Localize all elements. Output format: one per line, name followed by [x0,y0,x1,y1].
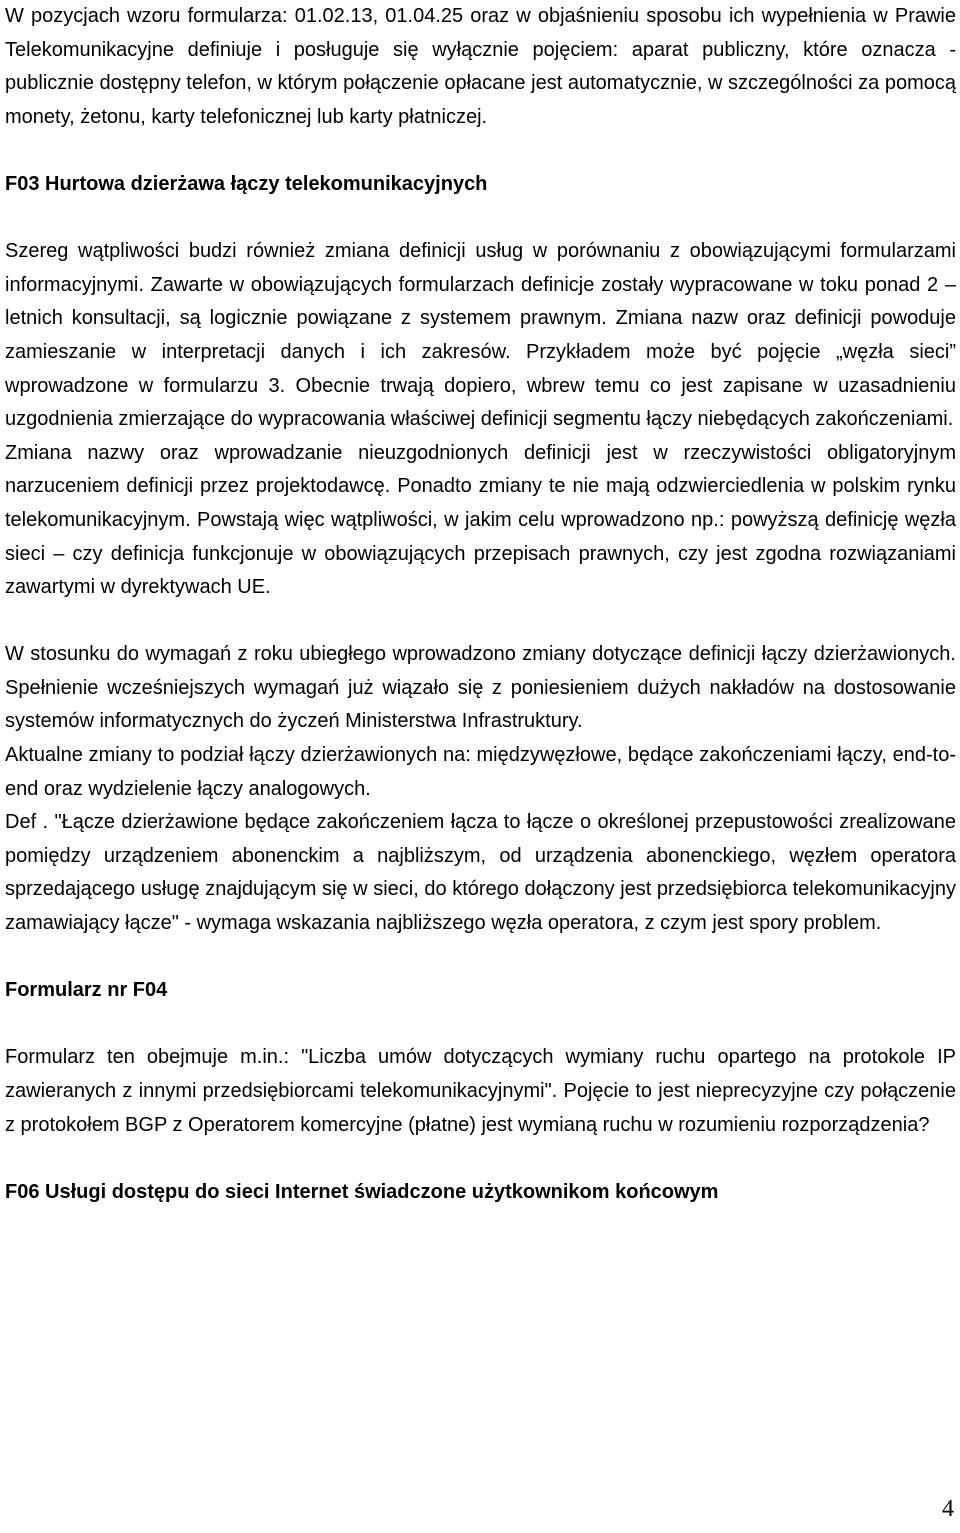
heading-f03: F03 Hurtowa dzierżawa łączy telekomunikacyjnych [5,172,488,195]
spacer [5,1142,956,1176]
paragraph-f03-1: Szereg wątpliwości budzi również zmiana definicji usług w porównaniu z obowiązującymi formularzami informacyjnymi. Zawarte w obowiązujących formularzach definicje zostały wypracowane w toku ponad 2 – letnich konsultacji, są logicznie powiązane z systemem prawnym. Zmiana nazw oraz definicji powoduje zamieszanie w interpretacji danych i ich zakresów. Przykładem może być pojęcie „węzła sieci” wprowadzone w formularzu 3. Obecnie trwają dopiero, wbrew temu co jest zapisane w uzasadnieniu uzgodnienia zmierzające do wypracowania właściwej definicji segmentu łączy niebędących zakończeniami. [5,240,956,431]
paragraph-f03-5: Def . "Łącze dzierżawione będące zakończeniem łącza to łącze o określonej przepustowości zrealizowane pomiędzy urządzeniem abonenckim a najbliższym, od urządzenia abonenckiego, węzłem operatora sprzedającego usługę znajdującym się w sieci, do którego dołączony jest przedsiębiorca telekomunikacyjny zamawiający łącze" - wymaga wskazania najbliższego węzła operatora, z czym jest spory problem. [5,811,956,935]
spacer [5,202,956,236]
spacer [5,134,956,168]
heading-f04: Formularz nr F04 [5,979,168,1002]
document-page [5,0,956,1209]
spacer [5,1008,956,1042]
paragraph-f03-2: Zmiana nazwy oraz wprowadzanie nieuzgodnionych definicji jest w rzeczywistości obligatoryjnym narzuceniem definicji przez projektodawcę. Ponadto zmiany te nie mają odzwierciedlenia w polskim rynku telekomunikacyjnym. Powstają więc wątpliwości, w jakim celu wprowadzono np.: powyższą definicję węzła sieci – czy definicja funkcjonuje w obowiązujących przepisach prawnych, czy jest zgodna rozwiązaniami zawartymi w dyrektywach UE. [5,441,956,599]
paragraph-f03-4: Aktualne zmiany to podział łączy dzierżawionych na: międzywęzłowe, będące zakończeniami łączy, end-to-end oraz wydzielenie łączy analogowych. [5,744,956,800]
page-number: 4 [942,1496,954,1522]
heading-f06: F06 Usługi dostępu do sieci Internet świadczone użytkownikom końcowym [5,1180,719,1203]
paragraph-intro: W pozycjach wzoru formularza: 01.02.13, 01.04.25 oraz w objaśnieniu sposobu ich wypełnienia w Prawie Telekomunikacyjne definiuje i posługuje się wyłącznie pojęciem: aparat publiczny, które oznacza - publicznie dostępny telefon, w którym połączenie opłacane jest automatycznie, w szczególności za pomocą monety, żetonu, karty telefonicznej lub karty płatniczej. [5,5,956,128]
paragraph-f04-1: Formularz ten obejmuje m.in.: "Liczba umów dotyczących wymiany ruchu opartego na protokole IP zawieranych z innymi przedsiębiorcami telekomunikacyjnymi". Pojęcie to jest nieprecyzyjne czy połączenie z protokołem BGP z Operatorem komercyjne (płatne) jest wymianą ruchu w rozumieniu rozporządzenia? [5,1046,956,1136]
spacer [5,941,956,975]
paragraph-f03-3: W stosunku do wymagań z roku ubiegłego wprowadzono zmiany dotyczące definicji łączy dzierżawionych. Spełnienie wcześniejszych wymagań już wiązało się z poniesieniem dużych nakładów na dostosowanie systemów informatycznych do życzeń Ministerstwa Infrastruktury. [5,643,956,733]
spacer [5,605,956,639]
